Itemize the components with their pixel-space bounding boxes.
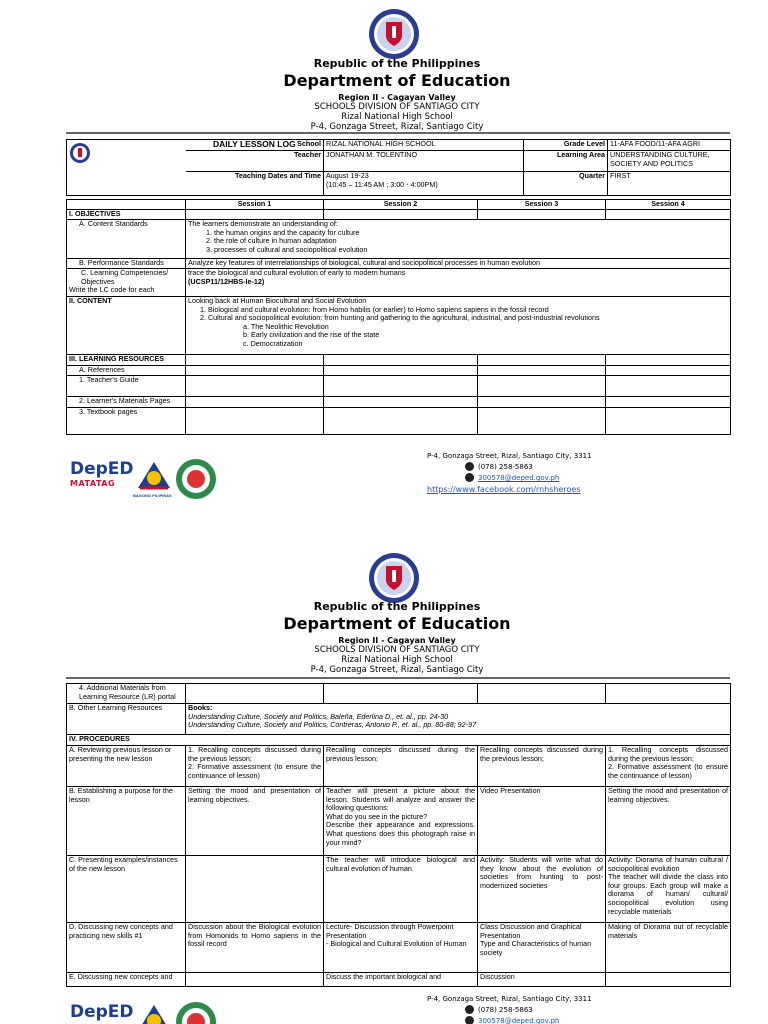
- references-row: [67, 366, 731, 376]
- procedure-s4: Making of Diorama out of recyclable materials: [606, 923, 731, 973]
- deped-seal-icon: [368, 8, 420, 60]
- cs-intro: The learners demonstrate an understanding of:: [188, 219, 338, 228]
- republic-text: Republic of the Philippines: [313, 600, 481, 613]
- books-label: Books:: [188, 703, 213, 712]
- additional-materials-label: 4. Additional Materials from Learning Resource (LR) portal: [67, 684, 186, 704]
- procedure-s4: Setting the mood and presentation of learning objectives.: [606, 787, 731, 856]
- procedure-label: B. Establishing a purpose for the lesson: [67, 787, 186, 856]
- procedure-row-c: [67, 856, 731, 923]
- content-standards-row: [67, 220, 731, 259]
- session-header-row: [67, 200, 731, 210]
- session-3-header: Session 3: [478, 200, 606, 210]
- sessions-table-p1: [66, 199, 731, 435]
- footer-email[interactable]: 300578@deped.gov.ph: [478, 1017, 560, 1024]
- procedure-s1: [186, 973, 324, 987]
- footer-contact: [427, 451, 592, 496]
- content-subitem: a. The Neolithic Revolution: [243, 321, 329, 331]
- procedure-row-b: [67, 787, 731, 856]
- address-text: P-4, Gonzaga Street, Rizal, Santiago City: [310, 665, 484, 675]
- procedure-s2: Discuss the important biological and: [324, 973, 478, 987]
- procedure-label: C. Presenting examples/instances of the new lesson: [67, 856, 186, 923]
- content-item: 2. Cultural and sociopolitical evolution: from hunting and gathering to the agricultural, industrial, and post-industrial revolutions: [200, 313, 600, 323]
- teacher-label: Teacher: [186, 151, 324, 172]
- procedure-s3: Video Presentation: [478, 787, 606, 856]
- lesson-log-table: [66, 139, 731, 196]
- procedure-s2: Recalling concepts discussed during the previous lesson;: [324, 746, 478, 787]
- other-resources-row: [67, 704, 731, 735]
- performance-standards-row: [67, 259, 731, 269]
- area-value: UNDERSTANDING CULTURE, SOCIETY AND POLITICS: [608, 151, 731, 172]
- footer-address: P-4, Gonzaga Street, Rizal, Santiago City, 3311: [427, 452, 592, 460]
- department-title: Department of Education: [283, 71, 511, 90]
- learners-pages-label: 2. Learner's Materials Pages: [67, 396, 186, 407]
- dates-cell: [324, 172, 524, 196]
- references-label: A. References: [67, 366, 186, 376]
- procedure-s2: Lecture- Discussion through Powerpoint Presentation - Biological and Cultural Evolution of Human: [324, 923, 478, 973]
- procedures-row: [67, 735, 731, 746]
- content-heading: II. CONTENT: [67, 297, 186, 355]
- session-4-header: Session 4: [606, 200, 731, 210]
- content-row: [67, 297, 731, 355]
- matatag-logo: MATATAG: [70, 479, 116, 488]
- procedures-heading: IV. PROCEDURES: [67, 735, 731, 746]
- school-name-text: Rizal National High School: [341, 655, 453, 665]
- lc-code: (UCSP11/12HBS-Ie-12): [188, 276, 265, 286]
- lc-code-instruction: Write the LC code for each: [69, 285, 155, 295]
- cs-item: 2. the role of culture in human adaptation: [206, 236, 337, 246]
- time-value: (10:45 – 11:45 AM ; 3:00 - 4:00PM): [326, 179, 438, 189]
- book-entry: Understanding Culture, Society and Politics, Baleña, Ederlina D., et. al., pp. 24-30: [188, 711, 449, 721]
- footer-contact: [427, 994, 592, 1024]
- content-standards-label: A. Content Standards: [67, 220, 186, 259]
- log-header-cell: [186, 140, 324, 151]
- books-cell: [186, 704, 731, 735]
- textbook-row: [67, 407, 731, 434]
- book-entry: Understanding Culture, Society and Politics, Contreras, Antonio P., et. al., pp. 80-88; 92-97: [188, 720, 477, 730]
- teachers-guide-row: [67, 375, 731, 396]
- content-cell: [186, 297, 731, 355]
- page-2: [0, 543, 768, 1024]
- deped-seal-icon: [368, 552, 420, 604]
- resources-heading: III. LEARNING RESOURCES: [67, 355, 186, 366]
- footer-facebook-link[interactable]: https://www.facebook.com/rnhsheroes: [427, 485, 581, 494]
- school-label: School: [297, 139, 321, 148]
- content-standards-cell: [186, 220, 731, 259]
- session-2-header: Session 2: [324, 200, 478, 210]
- additional-materials-row: [67, 684, 731, 704]
- teacher-value: JONATHAN M. TOLENTINO: [324, 151, 524, 172]
- school-name-text: Rizal National High School: [341, 112, 453, 122]
- objectives-heading: I. OBJECTIVES: [67, 210, 186, 220]
- school-seal-icon: [175, 1001, 217, 1024]
- procedure-row-e: [67, 973, 731, 987]
- teachers-guide-label: 1. Teacher's Guide: [67, 375, 186, 396]
- footer-email[interactable]: 300578@deped.gov.ph: [478, 474, 560, 482]
- procedure-s1: 1. Recalling concepts discussed during the previous lesson; 2. Formative assessment (to ensure the continuance of lesson): [186, 746, 324, 787]
- procedure-label: A. Reviewing previous lesson or presenting the new lesson: [67, 746, 186, 787]
- department-title: Department of Education: [283, 614, 511, 633]
- cs-item: 1. the human origins and the capacity for culture: [206, 227, 360, 237]
- school-seal-icon: [175, 458, 217, 500]
- division-text: SCHOOLS DIVISION OF SANTIAGO CITY: [314, 102, 480, 112]
- deped-logo: DepED: [70, 459, 134, 479]
- email-icon: [465, 1016, 474, 1024]
- footer-address: P-4, Gonzaga Street, Rizal, Santiago City, 3311: [427, 995, 592, 1003]
- other-resources-label: B. Other Learning Resources: [67, 704, 186, 735]
- session-1-header: Session 1: [186, 200, 324, 210]
- log-title: DAILY LESSON LOG: [213, 139, 296, 149]
- performance-standards-label: B. Performance Standards: [67, 259, 186, 269]
- content-subitem: b. Early civilization and the rise of the state: [243, 330, 380, 340]
- competencies-label: C. Learning Competencies/ Objectives: [81, 268, 169, 286]
- procedure-row-a: [67, 746, 731, 787]
- letterhead: [0, 600, 768, 675]
- procedure-s2: Teacher will present a picture about the lesson. Students will analyze and answer the following questions: What do you see in the picture? Describe their appearance and expressions. What questions does this photograph raise in your mind?: [324, 787, 478, 856]
- footer-phone: (078) 258-5863: [478, 463, 533, 471]
- deped-small-seal-icon: [69, 142, 91, 164]
- procedure-label: E. Discussing new concepts and: [67, 973, 186, 987]
- phone-icon: [465, 1005, 474, 1014]
- procedure-s4: Activity: Diorama of human cultural / sociopolitical evolution The teacher will divide the class into four groups. Each group will make a diorama of human/ cultural/ sociopolitical evolution using recyclable materials: [606, 856, 731, 923]
- procedure-s4: [606, 973, 731, 987]
- textbook-label: 3. Textbook pages: [67, 407, 186, 434]
- procedure-s3: Discussion: [478, 973, 606, 987]
- lc-text: trace the biological and cultural evolution of early to modern humans: [188, 268, 406, 277]
- email-icon: [465, 473, 474, 482]
- grade-value: 11-AFA FOOD/11-AFA AGRI: [608, 140, 731, 151]
- deped-logo: DepED: [70, 1002, 134, 1022]
- region-text: Region II - Cagayan Valley: [338, 636, 456, 645]
- learners-pages-row: [67, 396, 731, 407]
- performance-standards-text: Analyze key features of interrelationships of biological, cultural and sociopolitical processes in human evolution: [186, 259, 731, 269]
- content-subitem: c. Democratization: [243, 338, 303, 348]
- grade-label: Grade Level: [524, 140, 608, 151]
- letterhead: [0, 57, 768, 132]
- procedure-s3: Activity: Students will write what do they know about the evolution of societies from hunting to post-modernized societies: [478, 856, 606, 923]
- content-item: 1. Biological and cultural evolution: from Homo habilis (or earlier) to Homo sapiens sapiens in the fossil record: [200, 304, 549, 314]
- session-blank: [67, 200, 186, 210]
- procedure-row-d: [67, 923, 731, 973]
- bagong-pilipinas-text: BAGONG PILIPINAS: [133, 493, 172, 498]
- area-label: Learning Area: [524, 151, 608, 172]
- cs-item: 3. processes of cultural and sociopolitical evolution: [206, 244, 368, 254]
- bagong-pilipinas-icon: [134, 1001, 174, 1024]
- bagong-pilipinas-icon: [134, 458, 174, 492]
- procedure-s3: Class Discussion and Graphical Presentation Type and Characteristics of human society: [478, 923, 606, 973]
- dates-value: August 19-23: [326, 171, 369, 180]
- competencies-label-cell: [67, 269, 186, 297]
- header-rule: [66, 132, 730, 134]
- republic-text: Republic of the Philippines: [313, 57, 481, 70]
- sessions-table-p2: [66, 683, 731, 987]
- objectives-row: [67, 210, 731, 220]
- competencies-row: [67, 269, 731, 297]
- school-value: RIZAL NATIONAL HIGH SCHOOL: [324, 140, 524, 151]
- quarter-label: Quarter: [524, 172, 608, 196]
- procedure-s2: The teacher will introduce biological and cultural evolution of human.: [324, 856, 478, 923]
- header-rule: [66, 677, 730, 679]
- log-logo-cell: [67, 140, 186, 196]
- region-text: Region II - Cagayan Valley: [338, 93, 456, 102]
- dates-label: Teaching Dates and Time: [186, 172, 324, 196]
- quarter-value: FIRST: [608, 172, 731, 196]
- procedure-s1: Setting the mood and presentation of learning objectives.: [186, 787, 324, 856]
- resources-row: [67, 355, 731, 366]
- procedure-label: D. Discussing new concepts and practicing new skills #1: [67, 923, 186, 973]
- address-text: P-4, Gonzaga Street, Rizal, Santiago City: [310, 122, 484, 132]
- procedure-s4: 1. Recalling concepts discussed during the previous lesson; 2. Formative assessment (to ensure the continuance of lesson): [606, 746, 731, 787]
- competencies-cell: [186, 269, 731, 297]
- procedure-s1: [186, 856, 324, 923]
- procedure-s1: Discussion about the Biological evolution from Homonids to Homo sapiens in the fossil record: [186, 923, 324, 973]
- phone-icon: [465, 462, 474, 471]
- footer-phone: (078) 258-5863: [478, 1006, 533, 1014]
- procedure-s3: Recalling concepts discussed during the previous lesson;: [478, 746, 606, 787]
- content-title: Looking back at Human Biocultural and Social Evolution: [188, 296, 367, 305]
- division-text: SCHOOLS DIVISION OF SANTIAGO CITY: [314, 645, 480, 655]
